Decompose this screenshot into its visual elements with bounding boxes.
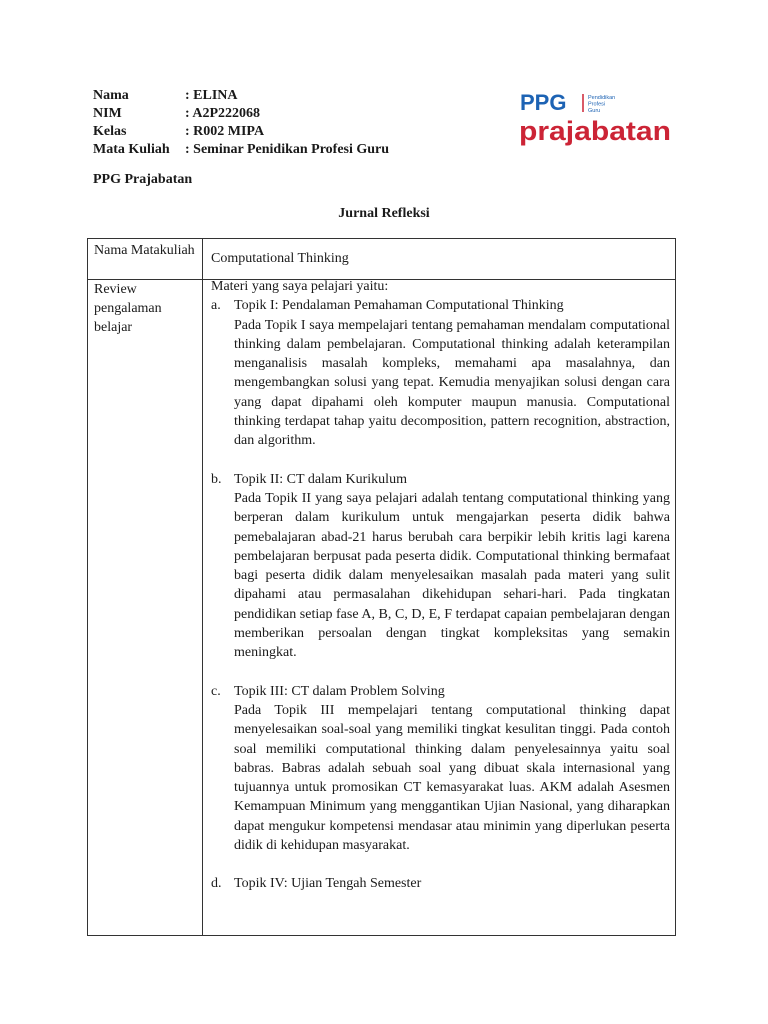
logo-tagline-1: Pendidikan <box>588 95 616 101</box>
field-label: Nama <box>93 88 129 103</box>
logo-tagline-2: Profesi <box>588 101 606 108</box>
topic-title: Topik II: CT dalam Kurikulum <box>234 471 407 487</box>
topic-paragraph: Pada Topik II yang saya pelajari adalah tentang computational thinking yang berperan dalam kurikulum untuk mengajarkan peserta didik bahwa pemebalajaran abad-21 harus berubah cara berpikir lebih kritis lagi karena pembelajaran berpusat pada peserta didik. Computational thinking bermafaat bagi peserta didik dalam menyelesaikan masalah pada materi yang sulit dipahami atau permasalahan dikehidupan sehari-hari. Pada tingkatan pendidikan setiap fase A, B, C, D, E, F terdapat capaian pembelajaran dengan memberikan persoalan dengan tingkat kompleksitas yang semakin meningkat. <box>234 490 670 661</box>
student-info <box>93 87 389 159</box>
review-label: Review pengalaman belajar <box>94 282 162 335</box>
topic-paragraph: Pada Topik III mempelajari tentang computational thinking dapat menyelesaikan soal-soal yang memiliki tingkat kesulitan tinggi. Pada contoh soal memiliki computational thinking dalam penyelesainnya yaitu soal babras. Babras adalah sebuah soal yang dibuat skala internasional yang tujuannya untuk promosikan CT kemasyarakat luas. AKM adalah Asesmen Kemampuan Minimum yang menggantikan Ujian Nasional, yang diharapkan dapat mengukur kompetensi mendasar atau minimin yang diperlukan peserta didik di kehidupan masyarakat. <box>234 702 670 854</box>
review-intro: Materi yang saya pelajari yaitu: <box>211 279 389 294</box>
course-name-label: Nama Matakuliah <box>94 243 195 258</box>
logo-wordmark: prajabatan <box>519 116 671 146</box>
program-name: PPG Prajabatan <box>93 172 193 187</box>
field-value: : A2P222068 <box>185 106 261 121</box>
topic-item <box>211 470 670 663</box>
student-class-row <box>93 123 389 141</box>
student-nim-row <box>93 105 389 123</box>
topic-marker: a. <box>211 298 221 314</box>
field-value: : Seminar Penidikan Profesi Guru <box>185 142 390 157</box>
logo-graphic <box>518 88 678 150</box>
column-divider <box>202 239 203 935</box>
topic-item <box>211 682 670 856</box>
topic-marker: b. <box>211 471 222 487</box>
topic-marker: d. <box>211 876 222 892</box>
topic-paragraph: Pada Topik I saya mempelajari tentang pemahaman mendalam computational thinking dalam pembelajaran. Computational thinking adalah keterampilan menganalisis masalah kompleks, memahami apa masalahnya, dan mengembangkan solusi yang tepat. Kemudia menyajikan solusi dengan cara yang dapat dipahami oleh komputer maupun manusia. Computational thinking terdapat tahap yaitu decomposition, pattern recognition, abstraction, dan algorithm. <box>234 317 670 449</box>
field-value: : ELINA <box>185 88 238 103</box>
logo-mark: PPG <box>520 90 567 115</box>
field-label: NIM <box>93 106 122 121</box>
logo-tagline-3: Guru <box>588 108 601 114</box>
journal-table <box>87 238 676 936</box>
topic-title: Topik IV: Ujian Tengah Semester <box>234 876 422 892</box>
topic-item <box>211 296 670 450</box>
document-title: Jurnal Refleksi <box>338 206 430 221</box>
topic-title: Topik III: CT dalam Problem Solving <box>234 683 445 699</box>
ppg-prajabatan-logo <box>518 88 678 150</box>
course-name-value: Computational Thinking <box>211 251 349 266</box>
review-content <box>211 277 670 894</box>
topic-marker: c. <box>211 683 221 699</box>
field-value: : R002 MIPA <box>185 124 265 139</box>
student-name-row <box>93 87 389 105</box>
topic-item <box>211 874 670 893</box>
course-row <box>93 141 389 159</box>
field-label: Mata Kuliah <box>93 142 170 157</box>
topic-title: Topik I: Pendalaman Pemahaman Computational Thinking <box>234 298 564 314</box>
field-label: Kelas <box>93 124 127 139</box>
